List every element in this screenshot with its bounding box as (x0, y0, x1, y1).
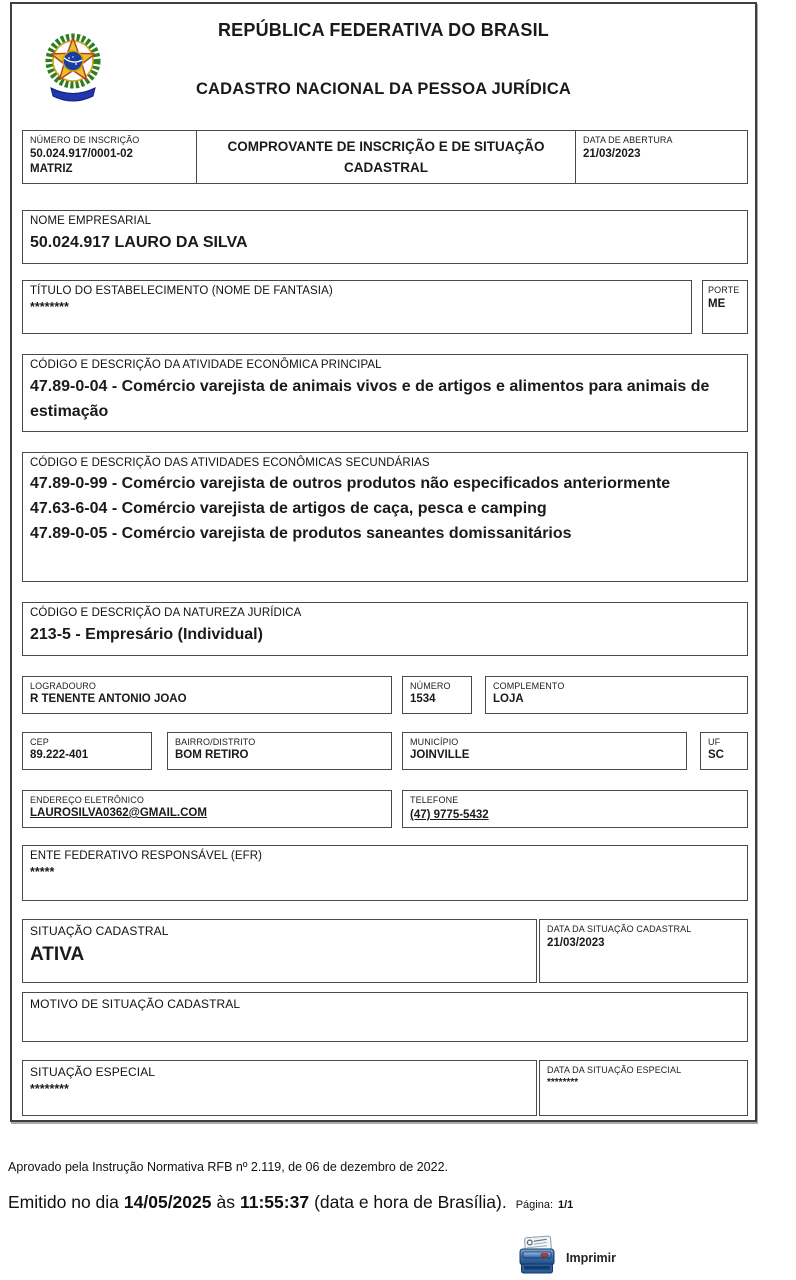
printer-icon (519, 1235, 556, 1280)
district-box (167, 732, 392, 770)
municipality-value: JOINVILLE (410, 749, 470, 761)
company-size-value: ME (708, 298, 726, 310)
company-size-box (702, 280, 748, 334)
certificate-title: COMPROVANTE DE INSCRIÇÃO E DE SITUAÇÃO CADASTRAL (196, 131, 576, 183)
efr-label: ENTE FEDERATIVO RESPONSÁVEL (EFR) (30, 850, 263, 862)
republic-title: REPÚBLICA FEDERATIVA DO BRASIL (217, 20, 549, 40)
email-box (22, 790, 392, 828)
state-value: SC (708, 749, 724, 761)
state-box (700, 732, 748, 770)
main-activity-value: 47.89-0-04 - Comércio varejista de animais vivos e de artigos e alimentos para animais de estimação (30, 378, 710, 420)
address-complement-label: COMPLEMENTO (493, 681, 565, 691)
trade-name-box (22, 280, 692, 334)
page-value: 1/1 (558, 1199, 574, 1211)
print-button[interactable] (519, 1235, 616, 1280)
street-number-label: NÚMERO (410, 681, 451, 691)
state-label: UF (708, 737, 721, 747)
inscription-number-box (23, 131, 196, 183)
cnpj-subtitle: CADASTRO NACIONAL DA PESSOA JURÍDICA (195, 80, 572, 98)
phone-label: TELEFONE (410, 795, 459, 805)
street-value: R TENENTE ANTONIO JOAO (30, 693, 187, 705)
special-status-date-value: ******** (547, 1077, 579, 1088)
email-value[interactable]: LAUROSILVA0362@GMAIL.COM (30, 807, 207, 819)
legal-nature-box (22, 602, 748, 656)
emitted-suffix: (data e hora de Brasília). (314, 1192, 507, 1212)
emitted-conjunction: às (216, 1192, 235, 1212)
address-complement-value: LOJA (493, 693, 524, 705)
emitted-date: 14/05/2025 (123, 1192, 212, 1212)
company-size-label: PORTE (708, 285, 740, 295)
trade-name-label: TÍTULO DO ESTABELECIMENTO (NOME DE FANTASIA) (30, 285, 333, 297)
registration-status-date-label: DATA DA SITUAÇÃO CADASTRAL (547, 924, 692, 934)
phone-box (402, 790, 748, 828)
opening-date-box (576, 131, 747, 183)
company-name-box (22, 210, 748, 264)
trade-name-value: ******** (30, 300, 69, 314)
certificate-frame (10, 2, 757, 1122)
main-activity-label: CÓDIGO E DESCRIÇÃO DA ATIVIDADE ECONÔMICA PRINCIPAL (30, 359, 382, 371)
inscription-type-value: MATRIZ (30, 163, 73, 175)
emitted-prefix: Emitido no dia (8, 1192, 119, 1212)
registration-status-date-value: 21/03/2023 (547, 937, 605, 949)
inscription-number-label: NÚMERO DE INSCRIÇÃO (30, 135, 140, 145)
secondary-activities-box (22, 452, 748, 582)
emission-line (8, 1192, 573, 1213)
cep-value: 89.222-401 (30, 749, 89, 761)
district-label: BAIRRO/DISTRITO (175, 737, 256, 747)
email-label: ENDEREÇO ELETRÔNICO (30, 795, 144, 805)
registration-status-box (22, 919, 537, 983)
registration-status-value: ATIVA (30, 944, 85, 965)
district-value: BOM RETIRO (175, 749, 249, 761)
status-reason-box (22, 992, 748, 1042)
approval-note: Aprovado pela Instrução Normativa RFB nº 2.119, de 06 de dezembro de 2022. (8, 1160, 449, 1174)
page-label: Página: (515, 1199, 553, 1211)
special-status-date-box (539, 1060, 748, 1116)
cep-box (22, 732, 152, 770)
street-number-value: 1534 (410, 693, 436, 705)
company-name-label: NOME EMPRESARIAL (30, 215, 152, 227)
special-status-label: SITUAÇÃO ESPECIAL (30, 1065, 156, 1079)
cep-label: CEP (30, 737, 49, 747)
special-status-box (22, 1060, 537, 1116)
phone-value[interactable]: (47) 9775-5432 (410, 809, 489, 821)
secondary-activity-value: 47.89-0-99 - Comércio varejista de outros produtos não especificados anteriormente (30, 475, 671, 492)
identification-row (22, 130, 748, 184)
street-label: LOGRADOURO (30, 681, 97, 691)
company-name-value: 50.024.917 LAURO DA SILVA (30, 234, 248, 251)
special-status-value: ******** (30, 1082, 69, 1096)
street-box (22, 676, 392, 714)
municipality-box (402, 732, 687, 770)
inscription-number-value: 50.024.917/0001-02 (30, 148, 133, 160)
opening-date-label: DATA DE ABERTURA (583, 135, 673, 145)
street-number-box (402, 676, 472, 714)
special-status-date-label: DATA DA SITUAÇÃO ESPECIAL (547, 1065, 682, 1075)
secondary-activity-value: 47.89-0-05 - Comércio varejista de produtos saneantes domissanitários (30, 525, 572, 542)
registration-status-label: SITUAÇÃO CADASTRAL (30, 924, 169, 938)
legal-nature-label: CÓDIGO E DESCRIÇÃO DA NATUREZA JURÍDICA (30, 607, 302, 619)
emitted-time: 11:55:37 (239, 1192, 310, 1212)
secondary-activities-label: CÓDIGO E DESCRIÇÃO DAS ATIVIDADES ECONÔMICAS SECUNDÁRIAS (30, 457, 430, 469)
municipality-label: MUNICÍPIO (410, 737, 459, 747)
efr-box (22, 845, 748, 901)
legal-nature-value: 213-5 - Empresário (Individual) (30, 626, 263, 643)
registration-status-date-box (539, 919, 748, 983)
opening-date-value: 21/03/2023 (583, 148, 641, 160)
address-complement-box (485, 676, 748, 714)
print-button-label: Imprimir (566, 1251, 617, 1265)
main-activity-box (22, 354, 748, 432)
efr-value: ***** (30, 865, 55, 879)
status-reason-label: MOTIVO DE SITUAÇÃO CADASTRAL (30, 997, 241, 1011)
secondary-activity-value: 47.63-6-04 - Comércio varejista de artigos de caça, pesca e camping (30, 500, 547, 517)
